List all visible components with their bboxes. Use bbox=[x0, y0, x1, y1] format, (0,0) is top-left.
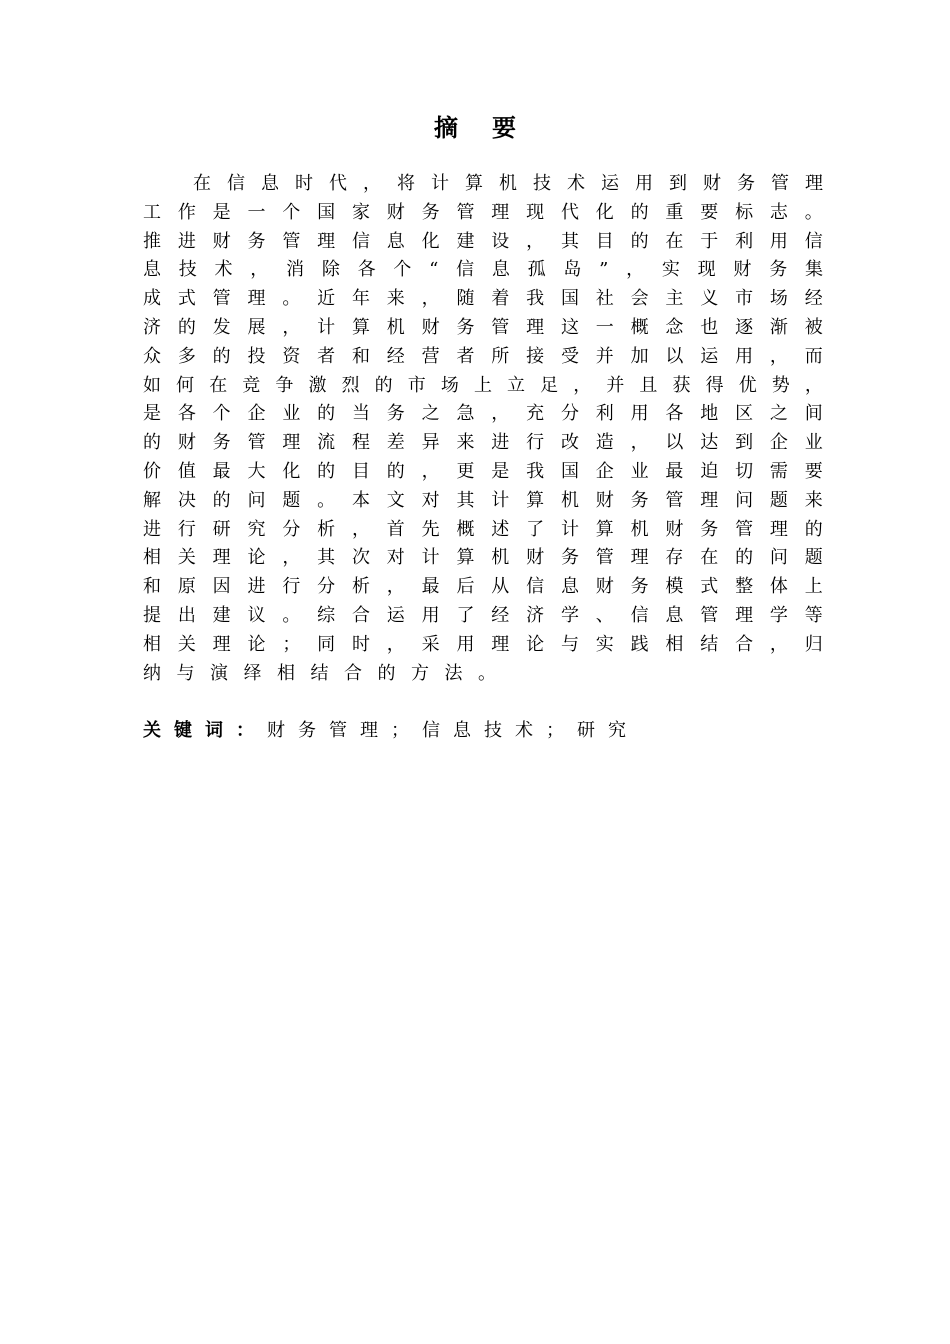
abstract-line: 息 技 术 ， 消 除 各 个 “ 信 息 孤 岛 ” ， 实 现 财 务 集 bbox=[143, 259, 823, 281]
abstract-line: 众 多 的 投 资 者 和 经 营 者 所 接 受 并 加 以 运 用 ， 而 bbox=[143, 345, 823, 367]
abstract-line: 济 的 发 展 ， 计 算 机 财 务 管 理 这 一 概 念 也 逐 渐 被 bbox=[143, 316, 823, 338]
title-char: 要 bbox=[492, 113, 516, 142]
title-char: 摘 bbox=[434, 113, 458, 142]
abstract-line: 是 各 个 企 业 的 当 务 之 急 ， 充 分 利 用 各 地 区 之 间 bbox=[143, 403, 823, 425]
abstract-line: 的 财 务 管 理 流 程 差 异 来 进 行 改 造 ， 以 达 到 企 业 bbox=[143, 432, 823, 454]
abstract-body bbox=[143, 170, 823, 688]
abstract-line: 相 关 理 论 ； 同 时 ， 采 用 理 论 与 实 践 相 结 合 ， 归 bbox=[143, 633, 823, 655]
abstract-line: 提 出 建 议 。 综 合 运 用 了 经 济 学 、 信 息 管 理 学 等 bbox=[143, 604, 823, 626]
keywords-line bbox=[143, 716, 639, 746]
keywords-label: 关键词： bbox=[143, 720, 267, 741]
abstract-line: 在 信 息 时 代 ， 将 计 算 机 技 术 运 用 到 财 务 管 理 bbox=[193, 173, 823, 194]
abstract-line: 相 关 理 论 ， 其 次 对 计 算 机 财 务 管 理 存 在 的 问 题 bbox=[143, 547, 823, 569]
abstract-line: 成 式 管 理 。 近 年 来 ， 随 着 我 国 社 会 主 义 市 场 经 bbox=[143, 288, 823, 310]
abstract-line: 工 作 是 一 个 国 家 财 务 管 理 现 代 化 的 重 要 标 志 。 bbox=[143, 201, 823, 223]
abstract-line: 如 何 在 竞 争 激 烈 的 市 场 上 立 足 ， 并 且 获 得 优 势 ， bbox=[143, 374, 823, 396]
abstract-line: 价 值 最 大 化 的 目 的 ， 更 是 我 国 企 业 最 迫 切 需 要 bbox=[143, 460, 823, 482]
abstract-line: 进 行 研 究 分 析 ， 首 先 概 述 了 计 算 机 财 务 管 理 的 bbox=[143, 518, 823, 540]
abstract-line: 解 决 的 问 题 。 本 文 对 其 计 算 机 财 务 管 理 问 题 来 bbox=[143, 489, 823, 511]
abstract-line: 和 原 因 进 行 分 析 ， 最 后 从 信 息 财 务 模 式 整 体 上 bbox=[143, 576, 823, 598]
keywords-text: 财务管理；信息技术；研究 bbox=[267, 720, 639, 741]
abstract-line: 纳 与 演 绎 相 结 合 的 方 法 。 bbox=[143, 662, 496, 684]
abstract-line: 推 进 财 务 管 理 信 息 化 建 设 ， 其 目 的 在 于 利 用 信 bbox=[143, 230, 823, 252]
page-title bbox=[0, 108, 950, 143]
